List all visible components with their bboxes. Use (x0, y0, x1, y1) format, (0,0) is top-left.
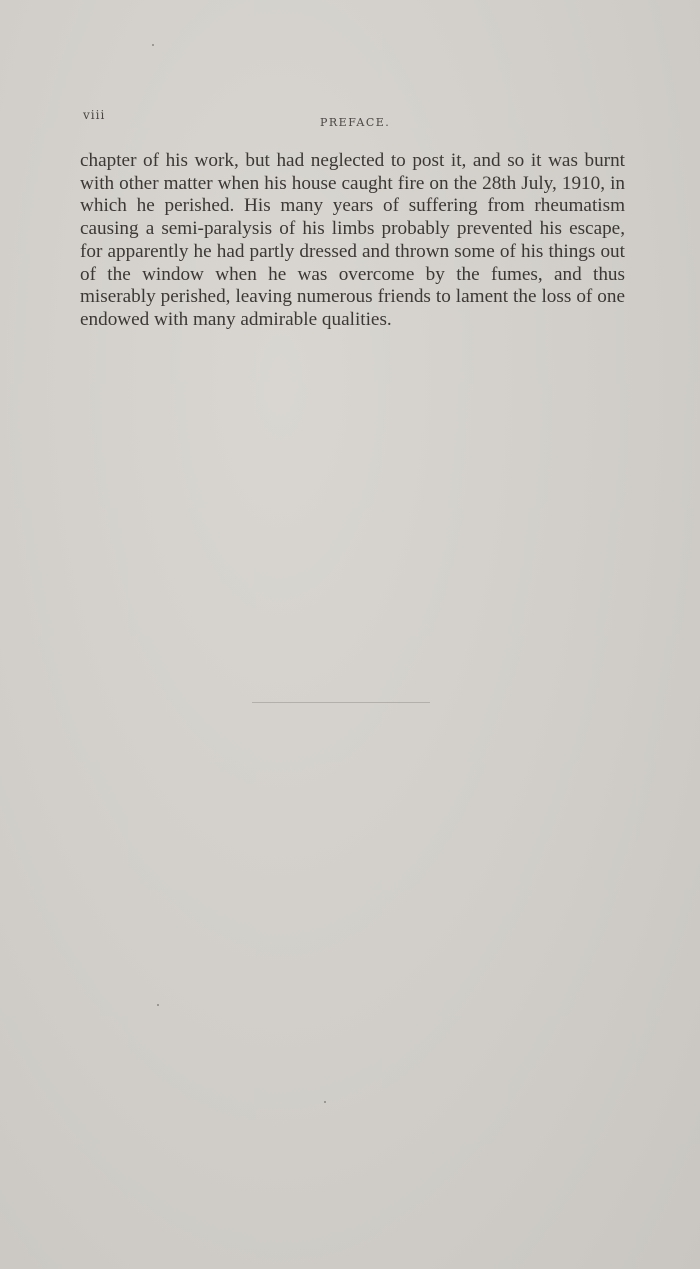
paper-speck (157, 1004, 159, 1006)
running-title: PREFACE. (320, 116, 391, 129)
section-divider (252, 702, 430, 703)
body-paragraph: chapter of his work, but had neglected to post it, and so it was burnt with other matter when his house caught fire on the 28th July, 1910, in which he perished. His many years of suffering from rheumatism causing a semi-paralysis of his limbs probably prevented his escape, for apparently he had partly dressed and thrown some of his things out of the window when he was overcome by the fumes, and thus miserably perished, leaving numerous friends to lament the loss of one endowed with many admirable qualities. (80, 150, 625, 330)
page-number: viii (83, 108, 106, 122)
running-head (80, 108, 625, 130)
paper-speck (152, 44, 154, 46)
paper-speck (324, 1101, 326, 1103)
